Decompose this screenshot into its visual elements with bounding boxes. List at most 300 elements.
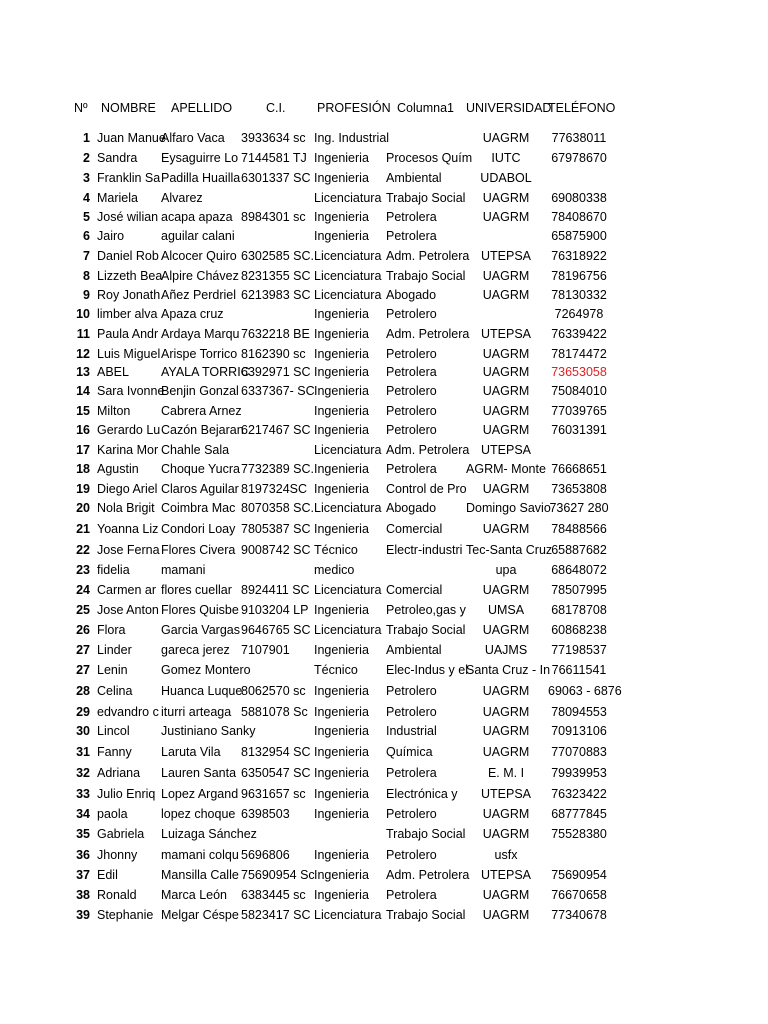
telefono-cell[interactable]: 76670658 [551, 888, 607, 902]
telefono-cell[interactable]: 68648072 [551, 563, 607, 577]
columna1-cell[interactable]: Petrolero [386, 307, 437, 321]
nombre-cell[interactable]: Karina Mor [97, 443, 159, 457]
telefono-cell[interactable]: 75084010 [551, 384, 607, 398]
apellido-cell[interactable]: mamani colqu [161, 848, 239, 862]
columna1-cell[interactable]: Petrolero [386, 404, 437, 418]
profesion-cell[interactable]: Licenciatura [314, 623, 382, 637]
profesion-cell[interactable]: Ingenieria [314, 684, 369, 698]
header-columna1[interactable]: Columna1 [397, 101, 454, 115]
header-ci[interactable]: C.I. [266, 101, 286, 115]
telefono-cell[interactable]: 65875900 [551, 229, 607, 243]
nombre-cell[interactable]: fidelia [97, 563, 130, 577]
universidad-cell[interactable]: UAGRM [482, 745, 530, 759]
columna1-cell[interactable]: Electrónica y [386, 787, 458, 801]
universidad-cell[interactable]: UAGRM [482, 705, 530, 719]
columna1-cell[interactable]: Trabajo Social [386, 623, 466, 637]
telefono-cell[interactable]: 75528380 [551, 827, 607, 841]
row-num[interactable]: 3 [83, 171, 90, 185]
row-num[interactable]: 27 [76, 663, 90, 677]
nombre-cell[interactable]: ABEL [97, 365, 129, 379]
profesion-cell[interactable]: Ing. Industrial [314, 131, 390, 145]
columna1-cell[interactable]: Trabajo Social [386, 908, 466, 922]
row-num[interactable]: 37 [76, 868, 90, 882]
profesion-cell[interactable]: Ingenieria [314, 848, 369, 862]
telefono-cell[interactable]: 77039765 [551, 404, 607, 418]
row-num[interactable]: 19 [76, 482, 90, 496]
profesion-cell[interactable]: medico [314, 563, 355, 577]
telefono-cell[interactable]: 60868238 [551, 623, 607, 637]
ci-cell[interactable]: 8197324SC [241, 482, 308, 496]
nombre-cell[interactable]: Jhonny [97, 848, 138, 862]
ci-cell[interactable]: 6302585 SC. [241, 249, 314, 263]
universidad-cell[interactable]: UTEPSA [480, 868, 531, 882]
apellido-cell[interactable]: Lauren Santa [161, 766, 237, 780]
universidad-cell[interactable]: AGRM- Monte [466, 462, 546, 476]
nombre-cell[interactable]: limber alva [97, 307, 158, 321]
telefono-cell[interactable]: 75690954 [551, 868, 607, 882]
nombre-cell[interactable]: Gabriela [97, 827, 145, 841]
row-num[interactable]: 2 [83, 151, 90, 165]
profesion-cell[interactable]: Ingenieria [314, 807, 369, 821]
apellido-cell[interactable]: Añez Perdriel [161, 288, 237, 302]
profesion-cell[interactable]: Ingenieria [314, 151, 369, 165]
header-nombre[interactable]: NOMBRE [101, 101, 156, 115]
ci-cell[interactable]: 6398503 [241, 807, 290, 821]
universidad-cell[interactable]: IUTC [491, 151, 521, 165]
apellido-cell[interactable]: Condori Loay [161, 522, 236, 536]
ci-cell[interactable]: 6301337 SC [241, 171, 311, 185]
row-num[interactable]: 13 [76, 365, 90, 379]
nombre-cell[interactable]: Edil [97, 868, 118, 882]
universidad-cell[interactable]: UAGRM [482, 131, 530, 145]
apellido-cell[interactable]: Ardaya Marqu [161, 327, 240, 341]
profesion-cell[interactable]: Ingenieria [314, 705, 369, 719]
ci-cell[interactable]: 9008742 SC [241, 543, 311, 557]
nombre-cell[interactable]: Sandra [97, 151, 138, 165]
profesion-cell[interactable]: Técnico [314, 663, 358, 677]
row-num[interactable]: 35 [76, 827, 90, 841]
apellido-cell[interactable]: mamani [161, 563, 206, 577]
columna1-cell[interactable]: Petrolera [386, 210, 437, 224]
row-num[interactable]: 21 [76, 522, 90, 536]
columna1-cell[interactable]: Trabajo Social [386, 191, 466, 205]
ci-cell[interactable]: 5823417 SC [241, 908, 311, 922]
profesion-cell[interactable]: Ingenieria [314, 307, 369, 321]
nombre-cell[interactable]: Carmen ar [97, 583, 157, 597]
telefono-cell[interactable]: 76323422 [551, 787, 607, 801]
apellido-cell[interactable]: lopez choque [161, 807, 236, 821]
row-num[interactable]: 9 [83, 288, 90, 302]
apellido-cell[interactable]: flores cuellar [161, 583, 232, 597]
nombre-cell[interactable]: Jose Ferna [97, 543, 160, 557]
apellido-cell[interactable]: Melgar Céspe [161, 908, 239, 922]
universidad-cell[interactable]: UAJMS [484, 643, 528, 657]
nombre-cell[interactable]: Lenin [97, 663, 128, 677]
nombre-cell[interactable]: Franklin Sa [97, 171, 161, 185]
nombre-cell[interactable]: Lizzeth Bea [97, 269, 163, 283]
row-num[interactable]: 38 [76, 888, 90, 902]
columna1-cell[interactable]: Petrolero [386, 705, 437, 719]
row-num[interactable]: 20 [76, 501, 90, 515]
nombre-cell[interactable]: Celina [97, 684, 133, 698]
universidad-cell[interactable]: UAGRM [482, 347, 530, 361]
apellido-cell[interactable]: Alvarez [161, 191, 203, 205]
nombre-cell[interactable]: Sara Ivonne [97, 384, 165, 398]
ci-cell[interactable]: 7805387 SC [241, 522, 311, 536]
nombre-cell[interactable]: Juan Manue [97, 131, 166, 145]
apellido-cell[interactable]: Luizaga Sánchez [161, 827, 257, 841]
columna1-cell[interactable]: Procesos Quím [386, 151, 473, 165]
profesion-cell[interactable]: Ingenieria [314, 603, 369, 617]
row-num[interactable]: 25 [76, 603, 90, 617]
ci-cell[interactable] [241, 824, 312, 844]
ci-cell[interactable]: 6337367- SC [241, 384, 315, 398]
profesion-cell[interactable]: Ingenieria [314, 423, 369, 437]
ci-cell[interactable]: 75690954 Sc [241, 868, 315, 882]
universidad-cell[interactable]: UAGRM [482, 807, 530, 821]
apellido-cell[interactable]: Benjin Gonzal [161, 384, 239, 398]
telefono-cell[interactable]: 68178708 [551, 603, 607, 617]
row-num[interactable]: 17 [76, 443, 90, 457]
row-num[interactable]: 10 [76, 307, 90, 321]
universidad-cell[interactable]: UAGRM [482, 888, 530, 902]
telefono-cell[interactable]: 78507995 [551, 583, 607, 597]
apellido-cell[interactable]: Chahle Sala [161, 443, 230, 457]
profesion-cell[interactable]: Licenciatura [314, 191, 382, 205]
columna1-cell[interactable]: Petrolera [386, 766, 437, 780]
columna1-cell[interactable]: Petrolera [386, 462, 437, 476]
apellido-cell[interactable]: Flores Civera [161, 543, 236, 557]
telefono-cell[interactable] [548, 845, 610, 865]
profesion-cell[interactable]: Ingenieria [314, 643, 369, 657]
profesion-cell[interactable]: Ingenieria [314, 522, 369, 536]
profesion-cell[interactable]: Ingenieria [314, 462, 369, 476]
row-num[interactable]: 22 [76, 543, 90, 557]
profesion-cell[interactable]: Ingenieria [314, 347, 369, 361]
telefono-cell[interactable]: 7264978 [554, 307, 604, 321]
nombre-cell[interactable]: Linder [97, 643, 132, 657]
nombre-cell[interactable]: paola [97, 807, 128, 821]
nombre-cell[interactable]: Ronald [97, 888, 137, 902]
universidad-cell[interactable]: usfx [494, 848, 518, 862]
ci-cell[interactable] [241, 188, 312, 208]
nombre-cell[interactable]: Fanny [97, 745, 132, 759]
universidad-cell[interactable]: UAGRM [482, 384, 530, 398]
row-num[interactable]: 33 [76, 787, 90, 801]
nombre-cell[interactable]: Gerardo Lu [97, 423, 161, 437]
profesion-cell[interactable]: Ingenieria [314, 384, 369, 398]
row-num[interactable]: 30 [76, 724, 90, 738]
nombre-cell[interactable]: edvandro c [97, 705, 159, 719]
ci-cell[interactable]: 8070358 SC. [241, 501, 314, 515]
universidad-cell[interactable]: Domingo Savio [466, 501, 551, 515]
telefono-cell[interactable]: 76668651 [551, 462, 607, 476]
telefono-cell[interactable]: 76611541 [551, 663, 607, 677]
row-num[interactable]: 12 [76, 347, 90, 361]
apellido-cell[interactable]: Mansilla Calle [161, 868, 239, 882]
profesion-cell[interactable] [314, 824, 384, 844]
telefono-cell[interactable]: 70913106 [551, 724, 607, 738]
profesion-cell[interactable]: Ingenieria [314, 210, 369, 224]
row-num[interactable]: 26 [76, 623, 90, 637]
telefono-cell[interactable]: 78094553 [551, 705, 607, 719]
telefono-cell[interactable]: 78196756 [551, 269, 607, 283]
profesion-cell[interactable]: Licenciatura [314, 583, 382, 597]
telefono-cell[interactable]: 78130332 [551, 288, 607, 302]
ci-cell[interactable]: 6392971 SC [241, 365, 311, 379]
universidad-cell[interactable]: UMSA [487, 603, 525, 617]
apellido-cell[interactable]: Justiniano Sanky [161, 724, 256, 738]
columna1-cell[interactable]: Ambiental [386, 643, 442, 657]
columna1-cell[interactable]: Petrolera [386, 888, 437, 902]
telefono-cell[interactable]: 65887682 [551, 543, 607, 557]
telefono-cell[interactable]: 79939953 [551, 766, 607, 780]
telefono-cell[interactable]: 78408670 [551, 210, 607, 224]
apellido-cell[interactable]: Cazón Bejaran [161, 423, 244, 437]
nombre-cell[interactable]: Paula Andr [97, 327, 159, 341]
universidad-cell[interactable]: UAGRM [482, 482, 530, 496]
ci-cell[interactable] [241, 401, 312, 421]
profesion-cell[interactable]: Ingenieria [314, 365, 369, 379]
telefono-cell[interactable]: 76318922 [551, 249, 607, 263]
ci-cell[interactable] [241, 226, 312, 246]
columna1-cell[interactable]: Adm. Petrolera [386, 443, 470, 457]
ci-cell[interactable]: 7732389 SC. [241, 462, 314, 476]
row-num[interactable]: 15 [76, 404, 90, 418]
profesion-cell[interactable]: Ingenieria [314, 787, 369, 801]
nombre-cell[interactable]: Lincol [97, 724, 130, 738]
profesion-cell[interactable]: Licenciatura [314, 501, 382, 515]
universidad-cell[interactable] [466, 226, 546, 246]
profesion-cell[interactable]: Ingenieria [314, 766, 369, 780]
ci-cell[interactable]: 8132954 SC [241, 745, 311, 759]
profesion-cell[interactable]: Ingenieria [314, 724, 369, 738]
ci-cell[interactable]: 8162390 sc [241, 347, 306, 361]
universidad-cell[interactable]: UAGRM [482, 908, 530, 922]
telefono-cell[interactable]: 77198537 [551, 643, 607, 657]
apellido-cell[interactable]: Alcocer Quiro [161, 249, 237, 263]
nombre-cell[interactable]: Yoanna Liz [97, 522, 159, 536]
ci-cell[interactable]: 7107901 [241, 643, 290, 657]
ci-cell[interactable] [241, 721, 312, 741]
profesion-cell[interactable]: Ingenieria [314, 888, 369, 902]
columna1-cell[interactable]: Petrolero [386, 848, 437, 862]
ci-cell[interactable]: 9631657 sc [241, 787, 306, 801]
row-num[interactable]: 36 [76, 848, 90, 862]
nombre-cell[interactable]: Daniel Rob [97, 249, 159, 263]
ci-cell[interactable]: 7632218 BE [241, 327, 310, 341]
telefono-cell[interactable]: 77638011 [551, 131, 607, 145]
universidad-cell[interactable]: UTEPSA [480, 327, 531, 341]
columna1-cell[interactable]: Abogado [386, 501, 437, 515]
telefono-cell[interactable]: 77340678 [551, 908, 607, 922]
nombre-cell[interactable]: Adriana [97, 766, 141, 780]
telefono-cell[interactable] [548, 168, 610, 188]
nombre-cell[interactable]: Jose Anton [97, 603, 159, 617]
row-num[interactable]: 32 [76, 766, 90, 780]
telefono-cell[interactable]: 68777845 [551, 807, 607, 821]
row-num[interactable]: 4 [83, 191, 90, 205]
columna1-cell[interactable]: Adm. Petrolera [386, 868, 470, 882]
ci-cell[interactable] [241, 440, 312, 460]
universidad-cell[interactable]: E. M. I [487, 766, 525, 780]
telefono-cell[interactable]: 73653808 [551, 482, 607, 496]
columna1-cell[interactable]: Petrolera [386, 229, 437, 243]
ci-cell[interactable]: 8984301 sc [241, 210, 306, 224]
row-num[interactable]: 24 [76, 583, 90, 597]
apellido-cell[interactable]: Alfaro Vaca [161, 131, 225, 145]
row-num[interactable]: 39 [76, 908, 90, 922]
columna1-cell[interactable]: Petroleo,gas y [386, 603, 466, 617]
universidad-cell[interactable]: UAGRM [482, 623, 530, 637]
nombre-cell[interactable]: Nola Brigit [97, 501, 155, 515]
universidad-cell[interactable]: UAGRM [482, 210, 530, 224]
columna1-cell[interactable]: Elec-Indus y el [386, 663, 468, 677]
universidad-cell[interactable]: Santa Cruz - In [466, 663, 551, 677]
nombre-cell[interactable]: Julio Enriq [97, 787, 156, 801]
row-num[interactable]: 14 [76, 384, 90, 398]
row-num[interactable]: 31 [76, 745, 90, 759]
header-apellido[interactable]: APELLIDO [171, 101, 233, 115]
apellido-cell[interactable]: Cabrera Arnez [161, 404, 242, 418]
nombre-cell[interactable]: José wilian [97, 210, 159, 224]
ci-cell[interactable]: 8062570 sc [241, 684, 306, 698]
apellido-cell[interactable]: Eysaguirre Lo [161, 151, 239, 165]
columna1-cell[interactable]: Comercial [386, 522, 443, 536]
columna1-cell[interactable]: Petrolero [386, 347, 437, 361]
telefono-cell[interactable]: 77070883 [551, 745, 607, 759]
universidad-cell[interactable] [466, 304, 546, 324]
columna1-cell[interactable]: Adm. Petrolera [386, 249, 470, 263]
universidad-cell[interactable]: UDABOL [480, 171, 532, 185]
telefono-cell[interactable]: 78488566 [551, 522, 607, 536]
telefono-cell[interactable]: 67978670 [551, 151, 607, 165]
header-universidad[interactable]: UNIVERSIDAD [466, 101, 552, 115]
apellido-cell[interactable]: Alpire Chávez [161, 269, 239, 283]
columna1-cell[interactable]: Electr-industri [386, 543, 463, 557]
row-num[interactable]: 8 [83, 269, 90, 283]
ci-cell[interactable]: 5696806 [241, 848, 290, 862]
profesion-cell[interactable]: Licenciatura [314, 269, 382, 283]
universidad-cell[interactable]: UTEPSA [480, 787, 531, 801]
ci-cell[interactable]: 8231355 SC [241, 269, 311, 283]
telefono-cell[interactable]: 76339422 [551, 327, 607, 341]
universidad-cell[interactable]: upa [495, 563, 517, 577]
profesion-cell[interactable]: Ingenieria [314, 745, 369, 759]
profesion-cell[interactable]: Licenciatura [314, 908, 382, 922]
columna1-cell[interactable]: Ambiental [386, 171, 442, 185]
columna1-cell[interactable] [386, 128, 464, 148]
telefono-cell[interactable] [548, 440, 610, 460]
nombre-cell[interactable]: Mariela [97, 191, 138, 205]
row-num[interactable]: 6 [83, 229, 90, 243]
apellido-cell[interactable]: Garcia Vargas [161, 623, 240, 637]
columna1-cell[interactable]: Abogado [386, 288, 437, 302]
universidad-cell[interactable]: UAGRM [482, 365, 530, 379]
universidad-cell[interactable]: UTEPSA [480, 249, 531, 263]
universidad-cell[interactable]: UAGRM [482, 191, 530, 205]
ci-cell[interactable] [241, 560, 312, 580]
profesion-cell[interactable]: Ingenieria [314, 482, 369, 496]
columna1-cell[interactable]: Comercial [386, 583, 443, 597]
nombre-cell[interactable]: Milton [97, 404, 131, 418]
columna1-cell[interactable]: Industrial [386, 724, 437, 738]
universidad-cell[interactable]: UTEPSA [480, 443, 531, 457]
columna1-cell[interactable]: Petrolero [386, 384, 437, 398]
apellido-cell[interactable]: acapa apaza [161, 210, 233, 224]
row-num[interactable]: 28 [76, 684, 90, 698]
profesion-cell[interactable]: Ingenieria [314, 171, 369, 185]
ci-cell[interactable]: 7144581 TJ [241, 151, 307, 165]
profesion-cell[interactable]: Ingenieria [314, 229, 369, 243]
profesion-cell[interactable]: Licenciatura [314, 249, 382, 263]
apellido-cell[interactable]: Coimbra Mac [161, 501, 236, 515]
apellido-cell[interactable]: Claros Aguilar [161, 482, 239, 496]
header-profesion[interactable]: PROFESIÓN [317, 101, 391, 115]
row-num[interactable]: 34 [76, 807, 90, 821]
header-num[interactable]: Nº [74, 101, 88, 115]
profesion-cell[interactable]: Técnico [314, 543, 358, 557]
row-num[interactable]: 16 [76, 423, 90, 437]
ci-cell[interactable] [241, 304, 312, 324]
profesion-cell[interactable]: Ingenieria [314, 404, 369, 418]
columna1-cell[interactable]: Química [386, 745, 433, 759]
columna1-cell[interactable]: Control de Pro [386, 482, 467, 496]
apellido-cell[interactable]: gareca jerez [161, 643, 230, 657]
telefono-cell[interactable]: 78174472 [551, 347, 607, 361]
telefono-cell[interactable]: 73627 280 [549, 501, 609, 515]
row-num[interactable]: 5 [83, 210, 90, 224]
columna1-cell[interactable]: Adm. Petrolera [386, 327, 470, 341]
universidad-cell[interactable]: Tec-Santa Cruz [466, 543, 553, 557]
row-num[interactable]: 18 [76, 462, 90, 476]
apellido-cell[interactable]: Marca León [161, 888, 228, 902]
ci-cell[interactable]: 9646765 SC [241, 623, 311, 637]
universidad-cell[interactable]: UAGRM [482, 269, 530, 283]
universidad-cell[interactable]: UAGRM [482, 404, 530, 418]
apellido-cell[interactable]: Apaza cruz [161, 307, 224, 321]
universidad-cell[interactable]: UAGRM [482, 522, 530, 536]
telefono-cell[interactable]: 73653058 [551, 365, 607, 379]
nombre-cell[interactable]: Roy Jonath [97, 288, 161, 302]
row-num[interactable]: 23 [76, 563, 90, 577]
columna1-cell[interactable]: Trabajo Social [386, 827, 466, 841]
nombre-cell[interactable]: Stephanie [97, 908, 154, 922]
ci-cell[interactable] [241, 660, 312, 680]
header-telefono[interactable]: TELÉFONO [548, 101, 616, 115]
ci-cell[interactable]: 6213983 SC [241, 288, 311, 302]
universidad-cell[interactable]: UAGRM [482, 684, 530, 698]
ci-cell[interactable]: 3933634 sc [241, 131, 306, 145]
universidad-cell[interactable]: UAGRM [482, 288, 530, 302]
apellido-cell[interactable]: Gomez Montero [161, 663, 251, 677]
ci-cell[interactable]: 8924411 SC [241, 583, 310, 597]
columna1-cell[interactable]: Petrolero [386, 684, 437, 698]
universidad-cell[interactable]: UAGRM [482, 423, 530, 437]
apellido-cell[interactable]: iturri arteaga [161, 705, 232, 719]
apellido-cell[interactable]: AYALA TORRIC [161, 365, 250, 379]
telefono-cell[interactable]: 76031391 [551, 423, 607, 437]
row-num[interactable]: 7 [83, 249, 90, 263]
profesion-cell[interactable]: Licenciatura [314, 443, 382, 457]
apellido-cell[interactable]: Flores Quisbe [161, 603, 239, 617]
telefono-cell[interactable]: 69063 - 6876 [548, 684, 622, 698]
ci-cell[interactable]: 6217467 SC [241, 423, 311, 437]
nombre-cell[interactable]: Luis Miguel [97, 347, 161, 361]
nombre-cell[interactable]: Flora [97, 623, 126, 637]
profesion-cell[interactable]: Ingenieria [314, 868, 369, 882]
apellido-cell[interactable]: Huanca Luque [161, 684, 243, 698]
